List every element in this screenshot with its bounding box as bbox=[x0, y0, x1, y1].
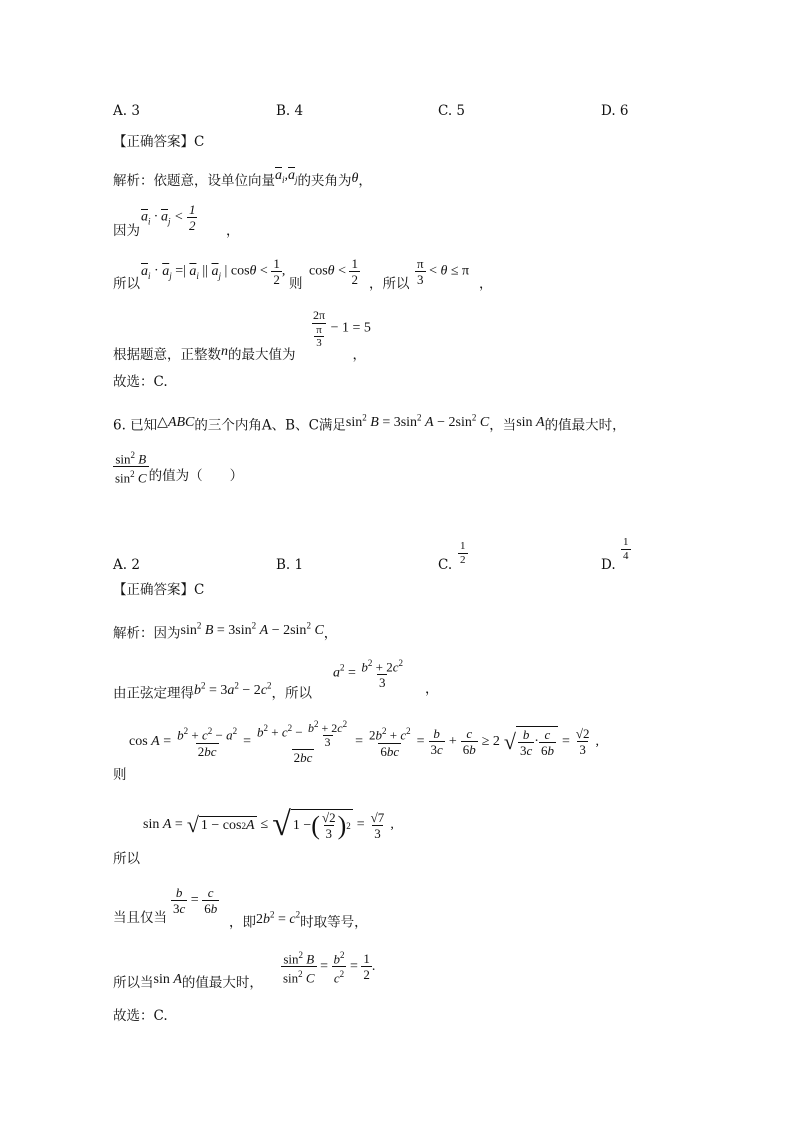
q6-answer-label: 【正确答案】C bbox=[113, 582, 205, 598]
q6-option-c: C. bbox=[438, 557, 453, 573]
choose-q6: 故选：C. bbox=[113, 1008, 168, 1024]
q6-option-b: B. 1 bbox=[276, 557, 304, 573]
math-theta: θ bbox=[351, 171, 359, 186]
math-cos-ineq: $\overline{a}_i \cdot \overline{a}_j$ =| $\overline{a}_i$ || $\overline{a}_j$ | cosθ < $\frac{1}{2}$ , bbox=[141, 256, 286, 287]
punct: ， bbox=[358, 173, 372, 189]
math-one-half: $\frac{1}{2}$ bbox=[460, 540, 466, 566]
then-text: 则 bbox=[289, 276, 303, 292]
option-c: C. 5 bbox=[438, 103, 466, 119]
q6-option-d: D. bbox=[601, 557, 616, 573]
math-sin-relation: $\sin^2 B = 3\sin^2$ $A - 2\sin^2$ C bbox=[345, 412, 490, 430]
math-sinA: sin A bbox=[516, 414, 545, 430]
q6-analysis-line: 解析：因为$\sin^2 B = 3\sin^2$ $A - 2\sin^2$ C， bbox=[113, 620, 338, 642]
math-a2: $a^2$ = $\frac{b^2 + 2c^2}{3}$ bbox=[333, 658, 404, 691]
math-one-quarter: $\frac{1}{4}$ bbox=[623, 536, 629, 562]
math-theta-range: $\frac{\pi}{3}$ < θ ≤ π bbox=[417, 256, 470, 287]
answer-label: 【正确答案】C bbox=[113, 134, 205, 150]
math-b2: $b^2 = 3a^2 - 2c^2$ bbox=[194, 680, 272, 698]
analysis-prefix: 解析：依题意，设单位向量 bbox=[113, 173, 275, 189]
equality-text: ，即$2b^2 = c^2$时取等号， bbox=[229, 909, 368, 931]
max-line bbox=[113, 308, 713, 368]
then-text: 则 bbox=[113, 767, 127, 783]
math-vectors: $\overline{a}_i,\overline{a}_j$ bbox=[275, 168, 298, 185]
result-text: 所以当sin A的值最大时， bbox=[113, 972, 263, 991]
option-d: D. 6 bbox=[601, 103, 629, 119]
math-sinA-2: sin A bbox=[153, 972, 182, 987]
so-text: 所以 bbox=[113, 851, 140, 867]
cos-line bbox=[113, 718, 753, 788]
math-dot-product: $\overline{a}_i \cdot \overline{a}_j$ < $\frac{1}{2}$ bbox=[141, 202, 196, 233]
analysis-mid: 的夹角为 bbox=[297, 173, 352, 189]
math-sin-relation-2: $\sin^2 B = 3\sin^2$ $A - 2\sin^2$ C bbox=[180, 620, 324, 638]
math-cosA-chain: cos A = $\frac{b^2 + c^2 - a^2}{2bc}$ = $b^2 + c^2$ − $\frac{b^2 + 2c^2}{3}$ 2bc = $\frac{2b^2 + c^2}{6bc}$ = $\frac{b}{3c}$ + $\frac{c}{6b}$ ≥ 2 √ $\frac{b}{3c}$ · $\frac{c}{6b}$ = $\frac{√2}{3}$ , bbox=[129, 719, 599, 765]
math-n: n bbox=[221, 344, 228, 359]
because-text: 因为 ， bbox=[113, 223, 240, 239]
q6-stem-line2: $\frac{\sin^2 B}{\sin^2 C}$ 的值为（ ） bbox=[115, 450, 244, 486]
result-line bbox=[113, 948, 713, 994]
so-line bbox=[113, 248, 713, 294]
law-sines-text: 由正弦定理得$b^2 = 3a^2 - 2c^2$，所以 bbox=[113, 680, 313, 702]
choose-q5: 故选：C. bbox=[113, 374, 168, 390]
math-ratio: $\frac{\sin^2 B}{\sin^2 C}$ bbox=[115, 450, 147, 486]
max-text: 根据题意，正整数n的最大值为 ， bbox=[113, 344, 366, 363]
equality-line bbox=[113, 885, 713, 931]
math-max-n: $\frac{2\pi}{\frac{\pi}{3}}$ − 1 = 5 bbox=[313, 308, 371, 349]
only-when-text: 当且仅当 bbox=[113, 910, 167, 926]
q6-stem-line1: 6. 已知△ABC的三个内角A、B、C满足$\sin^2 B = 3\sin^2$ $A - 2\sin^2$ C，当sin A的值最大时， bbox=[113, 412, 626, 434]
sinA-line bbox=[113, 800, 753, 870]
math-sinA-chain: sin A = √ 1 − cos 2 A ≤ √ 1 − ( $\frac{√2}{3}$ ) 2 = $\frac{√7}{3}$ , bbox=[143, 806, 394, 843]
punct: ， bbox=[425, 681, 439, 697]
q6-option-a: A. 2 bbox=[113, 557, 140, 573]
analysis-line bbox=[113, 168, 372, 195]
math-2b2: $2b^2 = c^2$ bbox=[256, 909, 301, 927]
so2-text: ，所以 bbox=[369, 276, 410, 292]
math-triangle: △ABC bbox=[157, 414, 195, 430]
math-cos-theta: cosθ < $\frac{1}{2}$ bbox=[309, 256, 358, 287]
option-b: B. 4 bbox=[276, 103, 304, 119]
law-sines-line bbox=[113, 656, 713, 702]
punct: ， bbox=[479, 276, 493, 292]
math-equality-cond: $\frac{b}{3c}$ = $\frac{c}{6b}$ bbox=[173, 885, 218, 916]
option-a: A. 3 bbox=[113, 103, 140, 119]
math-result: $\frac{\sin^2 B}{\sin^2 C}$ = $\frac{b^2}{c^2}$ = $\frac{1}{2}$ . bbox=[283, 950, 376, 986]
so-text: 所以 bbox=[113, 276, 140, 292]
